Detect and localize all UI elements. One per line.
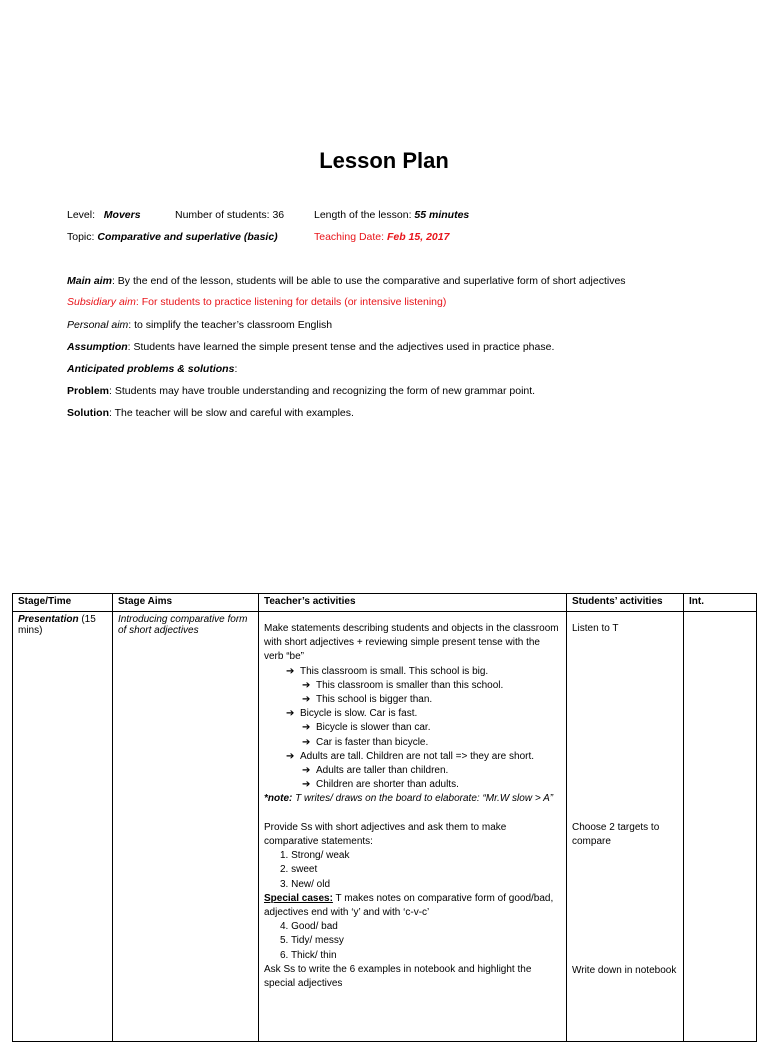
main-aim [67, 275, 626, 287]
subsidiary-aim-label: Subsidiary aim [67, 296, 136, 308]
student-activity: Choose 2 targets to compare [572, 822, 660, 848]
arrow-right-icon: ➔ [302, 694, 311, 706]
students-activities-cell [567, 612, 684, 1042]
teacher-intro: Make statements describing students and objects in the classroom with short adjectives + reviewing simple present tense with the verb “be” [264, 623, 559, 663]
assumption-label: Assumption [67, 341, 128, 353]
level-label: Level: [67, 209, 96, 221]
main-aim-text: : By the end of the lesson, students will be able to use the comparative and superlative form of short adjectives [111, 275, 626, 287]
page-title: Lesson Plan [319, 148, 449, 173]
length-value: 55 minutes [414, 209, 470, 221]
subsidiary-aim [67, 296, 446, 308]
example-line: ➔ Bicycle is slow. Car is fast. [264, 707, 561, 721]
adjective-item: 2. sweet [280, 864, 318, 876]
level-line [67, 209, 141, 221]
main-aim-label: Main aim [67, 275, 112, 287]
topic-label: Topic: [67, 231, 95, 243]
example-line: ➔ Children are shorter than adults. [264, 778, 561, 792]
arrow-right-icon: ➔ [302, 736, 311, 748]
assumption [67, 341, 554, 353]
table-header-row [13, 594, 757, 612]
solution-label: Solution [67, 407, 109, 419]
arrow-right-icon: ➔ [302, 679, 311, 691]
teacher-ask: Ask Ss to write the 6 examples in notebook and highlight the special adjectives [264, 963, 532, 990]
example-line: ➔ This classroom is small. This school is big. [264, 665, 561, 679]
example-line: ➔ Car is faster than bicycle. [264, 736, 561, 750]
example-line: ➔ This school is bigger than. [264, 693, 561, 707]
anticipated-problems [67, 363, 237, 375]
example-line: ➔ This classroom is smaller than this school. [264, 679, 561, 693]
personal-aim-text: : to simplify the teacher’s classroom English [128, 319, 333, 331]
subsidiary-aim-text: : For students to practice listening for details (or intensive listening) [135, 296, 447, 308]
teaching-date-line [314, 231, 449, 243]
special-item: 6. Thick/ thin [280, 949, 337, 961]
adjective-item: 1. Strong/ weak [280, 850, 350, 862]
header-interaction: Int. [684, 594, 757, 612]
topic-value: Comparative and superlative (basic) [97, 231, 278, 243]
assumption-text: : Students have learned the simple present tense and the adjectives used in practice phase. [127, 341, 555, 353]
personal-aim-label: Personal aim [67, 319, 129, 331]
anticipated-label: Anticipated problems & solutions [67, 363, 235, 375]
teacher-activities-cell [259, 612, 567, 1042]
table-row [13, 612, 757, 1042]
teacher-note: *note: T writes/ draws on the board to elaborate: “Mr.W slow > A” [264, 793, 554, 805]
problem-text: : Students may have trouble understanding and recognizing the form of new grammar point. [109, 385, 536, 397]
solution [67, 407, 354, 419]
header-stage-aims: Stage Aims [113, 594, 259, 612]
header-teacher-activities: Teacher’s activities [259, 594, 567, 612]
level-value: Movers [103, 209, 141, 221]
arrow-right-icon: ➔ [286, 708, 295, 720]
anticipated-text: : [234, 363, 238, 375]
interaction-cell [684, 612, 757, 1042]
stage-time: (15 mins) [18, 614, 96, 636]
personal-aim [67, 319, 332, 331]
arrow-right-icon: ➔ [286, 665, 295, 677]
special-item: 5. Tidy/ messy [280, 935, 344, 947]
special-item: 4. Good/ bad [280, 921, 338, 933]
spacer [264, 807, 561, 821]
example-line: ➔ Adults are taller than children. [264, 764, 561, 778]
special-cases: Special cases: T makes notes on comparative form of good/bad, adjectives end with ‘y’ and with ‘c-v-c’ [264, 892, 554, 919]
stage-name: Presentation [18, 614, 79, 625]
students-count: Number of students: 36 [175, 209, 285, 221]
solution-text: : The teacher will be slow and careful with examples. [109, 407, 354, 419]
example-line: ➔ Bicycle is slower than car. [264, 721, 561, 735]
date-label: Teaching Date: [314, 231, 385, 243]
student-activity: Write down in notebook [572, 964, 677, 976]
student-activity: Listen to T [572, 623, 619, 634]
example-line: ➔ Adults are tall. Children are not tall => they are short. [264, 750, 561, 764]
length-label: Length of the lesson: [314, 209, 412, 221]
arrow-right-icon: ➔ [286, 750, 295, 762]
length-line [314, 209, 469, 221]
date-value: Feb 15, 2017 [386, 231, 450, 243]
header-students-activities: Students’ activities [567, 594, 684, 612]
problem-label: Problem [67, 385, 110, 397]
problem [67, 385, 535, 397]
arrow-right-icon: ➔ [302, 779, 311, 791]
teacher-provide: Provide Ss with short adjectives and ask them to make comparative statements: [264, 821, 507, 848]
arrow-right-icon: ➔ [302, 722, 311, 734]
stage-cell [13, 612, 113, 1042]
header-stage-time: Stage/Time [13, 594, 113, 612]
lesson-stage-table [12, 593, 757, 1042]
arrow-right-icon: ➔ [302, 765, 311, 777]
stage-aims-cell: Introducing comparative form of short adjectives [113, 612, 259, 1042]
topic-line [67, 231, 278, 243]
adjective-item: 3. New/ old [280, 878, 331, 890]
